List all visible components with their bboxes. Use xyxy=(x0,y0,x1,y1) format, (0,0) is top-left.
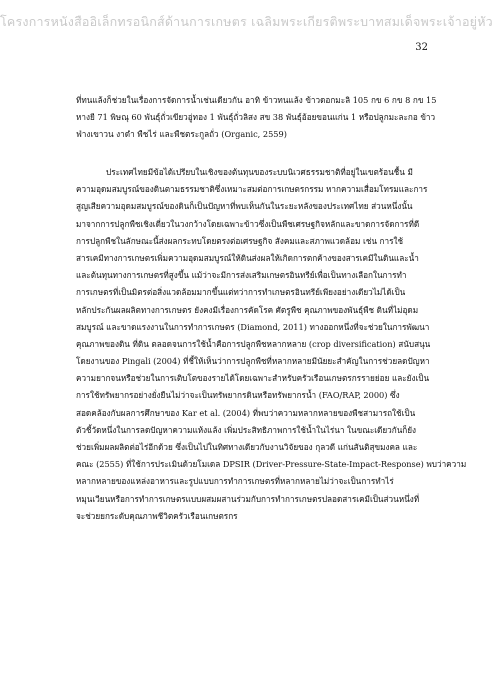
text-line: หมุนเวียนหรือการทำการเกษตรแบบผสมผสานร่วมกับการทำการเกษตรปลอดสารเคมีเป็นส่วนหนึ่งที่ xyxy=(76,493,420,504)
text-line: ประเทศไทยมีข้อได้เปรียบในเชิงของต้นทุนของระบบนิเวศธรรมชาติที่อยู่ในเขตร้อนชื้น มี xyxy=(106,167,413,177)
text-line: มาจากการปลูกพืชเชิงเดี่ยวในวงกว้างโดยเฉพาะข้าวซึ่งเป็นพืชเศรษฐกิจหลักและขาดการจัดการที่ดี xyxy=(76,218,420,229)
text-line: ช่วยเพิ่มผลผลิตต่อไร่อีกด้วย ซึ่งเป็นไปในทิศทางเดียวกับงานวิจัยของ กุลวดี แก่นสันติสุขมงคล และ xyxy=(76,442,418,452)
text-line: การใช้ทรัพยากรอย่างยั่งยืนไม่ว่าจะเป็นทรัพยากรดินหรือทรัพยากรน้ำ (FAO/RAP, 2000) ซึ่ง xyxy=(76,390,400,401)
text-line: คณะ (2555) ที่ใช้การประเมินด้วยโมเดล DPSIR (Driver-Pressure-State-Impact-Response) พบว่าความ xyxy=(76,459,467,470)
text-line: โดยงานของ Pingali (2004) ที่ชี้ให้เห็นว่าการปลูกพืชที่หลากหลายมีนัยยะสำคัญในการช่วยลดปัญหา xyxy=(76,356,430,367)
text-line: ความอุดมสมบูรณ์ของดินตามธรรมชาติซึ่งเหมาะสมต่อการเกษตรกรรม หากความเสื่อมโทรมและการ xyxy=(76,184,428,195)
text-line: สูญเสียความอุดมสมบูรณ์ของดินก็เป็นปัญหาที่พบเห็นกันในระยะหลังของประเทศไทย ส่วนหนึ่งนั้น xyxy=(76,201,413,212)
paragraph-main xyxy=(76,164,467,525)
text-line: หางยี 71 พิษณุ 60 พันธุ์ถั่วเขียวอู่ทอง 1 พันธุ์ถั่วลิสง สข 38 พันธุ์อ้อยขอนแก่น 1 หรือปลูกมะละกอ ข้าว xyxy=(76,112,436,123)
text-line: หลากหลายของแหล่งอาหารและรูปแบบการทำการเกษตรที่หลากหลายไม่ว่าจะเป็นการทำไร่ xyxy=(76,476,394,487)
text-line: หลักประกันผลผลิตทางการเกษตร ยังคงมีเรื่องการคัดโรค ศัตรูพืช คุณภาพของพันธุ์พืช ดินที่ไม่อุดม xyxy=(76,304,419,315)
text-line: การปลูกพืชในลักษณะนี้ส่งผลกระทบโดยตรงต่อเศรษฐกิจ สังคมและสภาพแวดล้อม เช่น การใช้ xyxy=(76,235,404,246)
text-line: ความยากจนหรือช่วยในการเติบโตของรายได้โดยเฉพาะสำหรับครัวเรือนเกษตรกรรายย่อย และยังเป็น xyxy=(76,373,430,384)
paragraph-top xyxy=(76,92,437,144)
text-line: ที่ทนแล้งก็ช่วยในเรื่องการจัดการน้ำเช่นเดียวกัน อาทิ ข้าวทนแล้ง ข้าวดอกมะลิ 105 กข 6 กข 8 กข 15 xyxy=(76,95,437,105)
text-line: สอดคล้องกับผลการศึกษาของ Kar et al. (2004) ที่พบว่าความหลากหลายของพืชสามารถใช้เป็น xyxy=(76,407,416,418)
text-line: จะช่วยยกระดับคุณภาพชีวิตครัวเรือนเกษตรกร xyxy=(76,510,238,521)
text-line: ฟ่างเขาวน งาดำ พืชไร่ และพืชตระกูลถั่ว (Organic, 2559) xyxy=(76,129,287,140)
text-line: สมบูรณ์ และขาดแรงงานในการทำการเกษตร (Diamond, 2011) ทางออกหนึ่งที่จะช่วยในการพัฒนา xyxy=(76,321,430,332)
text-line: และต้นทุนทางการเกษตรที่สูงขึ้น แม้ว่าจะมีการส่งเสริมเกษตรอินทรีย์เพื่อเป็นทางเลือกในการทำ xyxy=(76,270,407,281)
page-number: 32 xyxy=(415,42,428,53)
text-line: การเกษตรที่เป็นมิตรต่อสิ่งแวดล้อมมากขึ้นแต่ทว่าการทำเกษตรอินทรีย์เพียงอย่างเดียวไม่ได้เป็น xyxy=(76,287,406,298)
text-line: คุณภาพของดิน ที่ดิน ตลอดจนการใช้น้ำคือการปลูกพืชหลากหลาย (crop diversification) สนับสนุน xyxy=(76,338,431,349)
text-line: สารเคมีทางการเกษตรเพิ่มความอุดมสมบูรณ์ให้ดินส่งผลให้เกิดการตกค้างของสารเคมีในดินและน้ำ xyxy=(76,252,419,263)
text-line: ตัวชี้วัดหนึ่งในการลดปัญหาความแห้งแล้ง เพิ่มประสิทธิภาพการใช้น้ำในไร่นา ในขณะเดียวกันก็ยัง xyxy=(76,424,417,435)
watermark-header: โครงการหนังสืออิเล็กทรอนิกส์ด้านการเกษตร เฉลิมพระเกียรติพระบาทสมเด็จพระเจ้าอยู่หัว xyxy=(0,14,493,29)
